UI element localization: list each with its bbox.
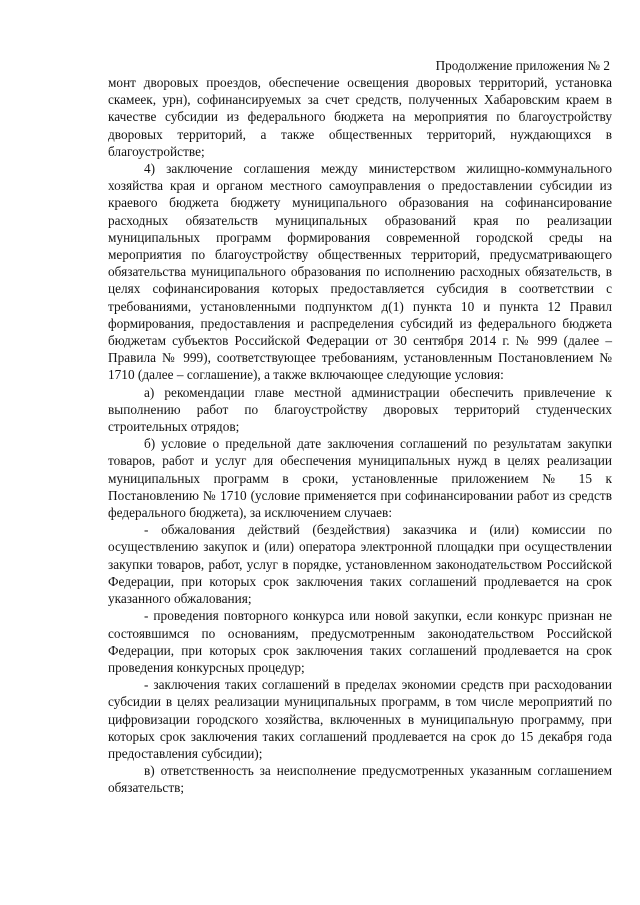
paragraph-subitem-b: б) условие о предельной дате заключения соглашений по результатам закупки товаров, работ и услуг для обеспечения муниципальных нужд в целях реализации муниципальных программ в сроки, установленные приложением № 15 к Постановлению № 1710 (условие применяется при софинансировании работ из средств федерального бюджета), за исключением случаев: [108, 436, 612, 521]
paragraph-subitem-a: а) рекомендации главе местной администрации обеспечить привлечение к выполнению работ по благоустройству дворовых территорий студенческих строительных отрядов; [108, 384, 612, 435]
paragraph-exception-savings: - заключения таких соглашений в пределах экономии средств при расходовании субсидии в целях реализации муниципальных программ, в том числе мероприятий по цифровизации городского хозяйства, включенных в муниципальную программу, при которых срок заключения таких соглашений продлевается на срок до 15 декабря года предоставления субсидии); [108, 677, 612, 761]
continuation-header: Продолжение приложения № 2 [435, 58, 610, 73]
document-body [108, 74, 612, 797]
paragraph-exception-repeat-tender: - проведения повторного конкурса или новой закупки, если конкурс признан не состоявшимся по основаниям, предусмотренным законодательством Российской Федерации, при которых срок заключения таких соглашений продлевается на срок проведения конкурсных процедур; [108, 608, 612, 675]
paragraph-continued: монт дворовых проездов, обеспечение освещения дворовых территорий, установка скамеек, урн), софинансируемых за счет средств, полученных Хабаровским краем в качестве субсидии из федерального бюджета на мероприятия по благоустройству дворовых территорий, а также общественных территорий, нуждающихся в благоустройстве; [108, 75, 612, 159]
paragraph-exception-appeal: - обжалования действий (бездействия) заказчика и (или) комиссии по осуществлению закупок и (или) оператора электронной площадки при осуществлении закупки товаров, работ, услуг в порядке, установленном законодательством Российской Федерации, при которых срок заключения таких соглашений продлевается на срок указанного обжалования; [108, 522, 612, 607]
paragraph-item-4: 4) заключение соглашения между министерством жилищно-коммунального хозяйства края и органом местного самоуправления о предоставлении субсидии из краевого бюджета бюджету муниципального образования на софинансирование расходных обязательств муниципальных образований края по реализации муниципальных программ формирования современной городской среды на мероприятия по благоустройству общественных территорий, предусматривающего обязательства муниципального образования по исполнению расходных обязательств, в целях софинансирования которых предоставляется субсидия в соответствии с требованиями, установленными подпунктом д(1) пункта 10 и пункта 12 Правил формирования, предоставления и распределения субсидий из федерального бюджета бюджетам субъектов Российской Федерации от 30 сентября 2014 г. № 999 (далее – Правила № 999), соответствующее требованиям, установленным Постановлением № 1710 (далее – соглашение), а также включающее следующие условия: [108, 161, 612, 383]
paragraph-subitem-v: в) ответственность за неисполнение предусмотренных указанным соглашением обязательств; [108, 763, 612, 796]
